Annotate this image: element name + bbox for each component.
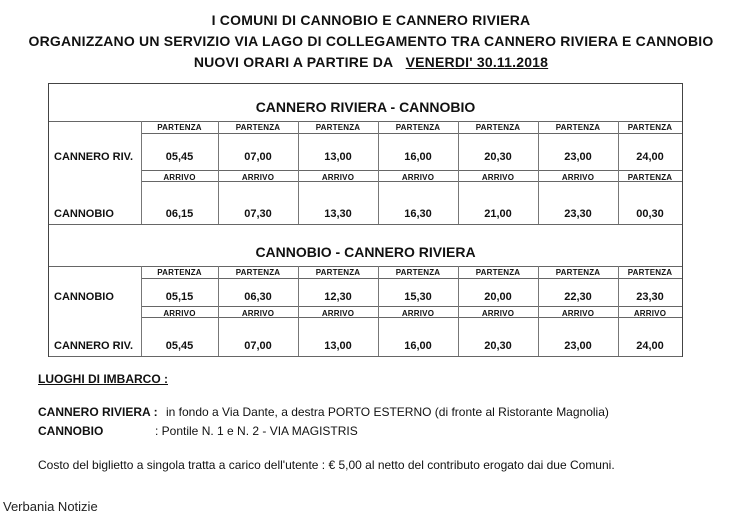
table-rule: [141, 133, 682, 134]
time-cell: 13,00: [324, 340, 352, 352]
column-label: ARRIVO: [163, 173, 196, 182]
time-cell: 23,00: [564, 151, 592, 163]
time-cell: 16,00: [404, 151, 432, 163]
column-label: ARRIVO: [633, 309, 667, 318]
table-rule: [141, 170, 682, 171]
time-cell: 13,30: [324, 208, 352, 220]
header-line-3-prefix: NUOVI ORARI A PARTIRE DA: [193, 54, 394, 70]
time-cell: 16,00: [404, 340, 432, 352]
stop-name: CANNERO RIV.: [54, 340, 134, 352]
table-rule: [49, 121, 682, 122]
column-label: ARRIVO: [163, 309, 196, 318]
table-rule: [49, 266, 682, 267]
column-label: PARTENZA: [315, 268, 361, 277]
time-cell: 20,30: [484, 340, 512, 352]
column-label: PARTENZA: [475, 268, 521, 277]
time-cell: 22,30: [564, 291, 592, 303]
column-label: ARRIVO: [481, 173, 515, 182]
ticket-note: Costo del biglietto a singola tratta a carico dell'utente : € 5,00 al netto del contributo erogato dai due Comuni.: [38, 458, 615, 472]
column-label: PARTENZA: [627, 268, 673, 277]
stop-name: CANNERO RIV.: [54, 151, 134, 163]
column-label: PARTENZA: [627, 173, 673, 182]
schedule-title-2: CANNOBIO - CANNERO RIVIERA: [255, 244, 476, 260]
time-cell: 06,30: [244, 291, 272, 303]
time-cell: 05,45: [165, 151, 194, 163]
column-label: ARRIVO: [401, 173, 435, 182]
time-cell: 13,00: [324, 151, 352, 163]
time-cell: 07,00: [244, 151, 272, 163]
column-label: ARRIVO: [321, 309, 355, 318]
time-cell: 16,30: [404, 208, 432, 220]
time-cell: 12,30: [324, 291, 352, 303]
schedule-title-1: CANNERO RIVIERA - CANNOBIO: [255, 99, 476, 115]
time-cell: 23,00: [564, 340, 592, 352]
time-cell: 07,30: [244, 208, 272, 220]
time-cell: 05,15: [165, 291, 194, 303]
time-cell: 07,00: [244, 340, 272, 352]
time-cell: 06,15: [165, 208, 194, 220]
column-label: ARRIVO: [241, 309, 275, 318]
schedule-table: [48, 83, 683, 357]
column-label: ARRIVO: [241, 173, 275, 182]
table-rule: [141, 306, 682, 307]
column-label: PARTENZA: [475, 123, 521, 132]
column-label: PARTENZA: [157, 123, 202, 132]
time-cell: 15,30: [404, 291, 432, 303]
time-cell: 21,00: [484, 208, 512, 220]
column-label: PARTENZA: [555, 268, 601, 277]
column-label: PARTENZA: [555, 123, 601, 132]
column-label: ARRIVO: [321, 173, 355, 182]
column-label: ARRIVO: [401, 309, 435, 318]
column-label: ARRIVO: [481, 309, 515, 318]
time-cell: 24,00: [636, 151, 664, 163]
stop-name: CANNOBIO: [54, 291, 114, 303]
column-label: PARTENZA: [627, 123, 673, 132]
boarding-place-desc-1: in fondo a Via Dante, a destra PORTO ESTERNO (di fronte al Ristorante Magnolia): [166, 405, 609, 419]
stop-name: CANNOBIO: [54, 208, 114, 220]
column-label: ARRIVO: [561, 309, 595, 318]
boarding-place-desc-2: : Pontile N. 1 e N. 2 - VIA MAGISTRIS: [155, 424, 358, 438]
time-cell: 05,45: [165, 340, 194, 352]
column-label: PARTENZA: [235, 268, 281, 277]
time-cell: 00,30: [636, 208, 664, 220]
header-start-date: VENERDI' 30.11.2018: [405, 54, 549, 70]
header-line-3: [0, 54, 742, 70]
table-rule: [141, 278, 682, 279]
header-line-2: ORGANIZZANO UN SERVIZIO VIA LAGO DI COLLEGAMENTO TRA CANNERO RIVIERA E CANNOBIO: [28, 33, 714, 49]
time-cell: 24,00: [636, 340, 664, 352]
time-cell: 23,30: [636, 291, 664, 303]
time-cell: 20,00: [484, 291, 512, 303]
time-cell: 23,30: [564, 208, 592, 220]
table-rule: [49, 224, 682, 225]
boarding-place-name-1: CANNERO RIVIERA :: [38, 405, 158, 419]
boarding-place-name-2: CANNOBIO: [38, 424, 104, 438]
header-line-1: I COMUNI DI CANNOBIO E CANNERO RIVIERA: [211, 12, 531, 28]
column-label: PARTENZA: [315, 123, 361, 132]
table-rule: [49, 356, 682, 357]
time-cell: 20,30: [484, 151, 512, 163]
column-label: PARTENZA: [235, 123, 281, 132]
column-label: ARRIVO: [561, 173, 595, 182]
watermark: Verbania Notizie: [3, 499, 98, 514]
boarding-heading: LUOGHI DI IMBARCO :: [38, 372, 168, 386]
column-label: PARTENZA: [395, 268, 441, 277]
column-label: PARTENZA: [157, 268, 202, 277]
column-label: PARTENZA: [395, 123, 441, 132]
